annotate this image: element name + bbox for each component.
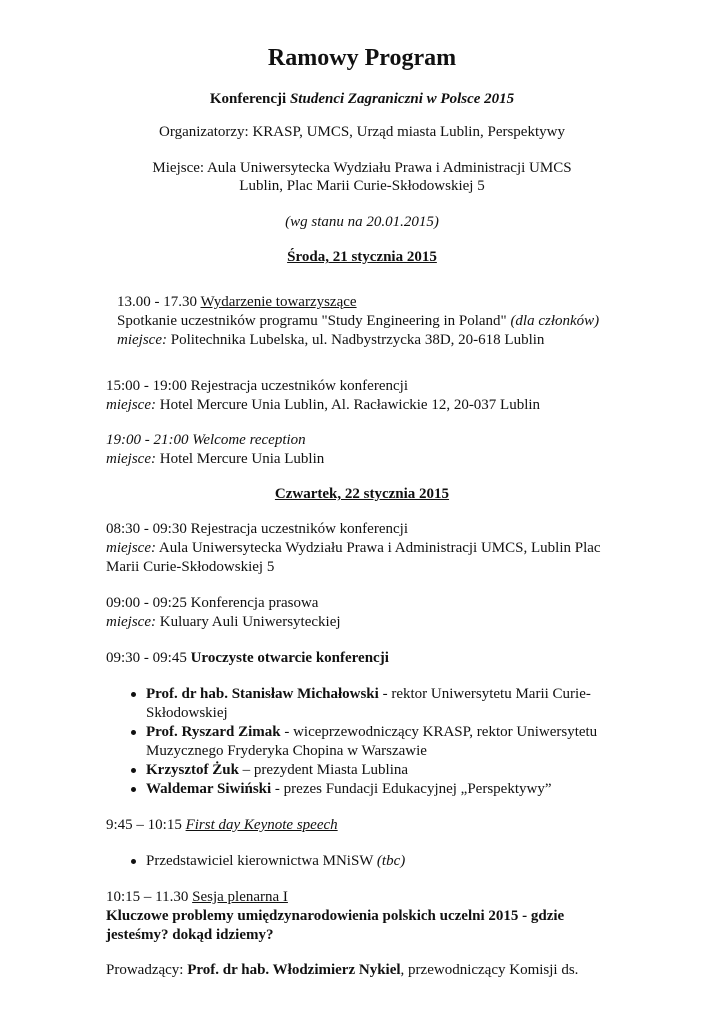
bullet-icon xyxy=(131,692,136,697)
place-value: Kuluary Auli Uniwersyteckiej xyxy=(155,614,341,630)
host-label: Prowadzący: xyxy=(106,962,188,978)
place-value: Hotel Mercure Unia Lublin, Al. Racławickie 12, 20-037 Lublin xyxy=(155,397,541,413)
day2-event5-line xyxy=(106,888,288,907)
day1-event1-desc xyxy=(117,312,599,331)
place-label: miejsce: xyxy=(117,332,167,348)
conference-prefix: Konferencji xyxy=(209,91,287,107)
event-title: Sesja plenarna I xyxy=(192,889,288,905)
day2-event3-line xyxy=(106,649,389,668)
session-host xyxy=(106,961,578,980)
speaker-role: – prezydent Miasta Lublina xyxy=(238,762,409,778)
conference-line xyxy=(0,90,724,109)
place-value: Politechnika Lubelska, ul. Nadbystrzycka 38D, 20-618 Lublin xyxy=(166,332,545,348)
speaker-note: (tbc) xyxy=(376,853,406,869)
speaker-1-role-cont: Skłodowskiej xyxy=(146,705,228,721)
place-label: miejsce: xyxy=(106,614,156,630)
day1-heading: Środa, 21 stycznia 2015 xyxy=(287,249,437,265)
speaker-4 xyxy=(146,780,552,799)
event-title: Wydarzenie towarzyszące xyxy=(200,294,357,310)
speaker-2 xyxy=(146,723,597,742)
host-name: Prof. dr hab. Włodzimierz Nykiel xyxy=(187,962,401,978)
venue-line-1: Miejsce: Aula Uniwersytecka Wydziału Prawa i Administracji UMCS xyxy=(152,160,572,176)
speaker-name: Przedstawiciel kierownictwa MNiSW xyxy=(146,853,377,869)
event-title: Uroczyste otwarcie konferencji xyxy=(190,650,389,666)
day2-event2-place xyxy=(106,613,341,632)
speaker-role: - rektor Uniwersytetu Marii Curie- xyxy=(378,686,591,702)
speaker-name: Prof. Ryszard Zimak xyxy=(146,724,281,740)
session-topic-line-2: jesteśmy? dokąd idziemy? xyxy=(106,927,274,943)
place-value: Aula Uniwersytecka Wydziału Prawa i Administracji UMCS, Lublin Plac xyxy=(155,540,601,556)
event-time: 13.00 - 17.30 xyxy=(117,294,201,310)
day2-event4-line xyxy=(106,816,338,835)
place-value: Hotel Mercure Unia Lublin xyxy=(155,451,325,467)
session-topic-line-1: Kluczowe problemy umiędzynarodowienia polskich uczelni 2015 - gdzie xyxy=(106,908,565,924)
speaker-1 xyxy=(146,685,591,704)
day1-event2-place xyxy=(106,396,540,415)
day2-event1-line: 08:30 - 09:30 Rejestracja uczestników konferencji xyxy=(106,521,408,537)
speaker-name: Waldemar Siwiński xyxy=(146,781,272,797)
speaker-3 xyxy=(146,761,408,780)
event-time: 09:30 - 09:45 xyxy=(106,650,191,666)
event-desc-note: (dla członków) xyxy=(510,313,600,329)
conference-name: Studenci Zagraniczni w Polsce 2015 xyxy=(289,91,515,107)
venue-line-2: Lublin, Plac Marii Curie-Skłodowskiej 5 xyxy=(239,178,485,194)
day1-event1-place xyxy=(117,331,544,350)
bullet-icon xyxy=(131,730,136,735)
place-label: miejsce: xyxy=(106,540,156,556)
event-desc: Spotkanie uczestników programu "Study Engineering in Poland" xyxy=(117,313,511,329)
place-label: miejsce: xyxy=(106,451,156,467)
bullet-icon xyxy=(131,787,136,792)
event-time: 9:45 – 10:15 xyxy=(106,817,186,833)
speaker-role: - prezes Fundacji Edukacyjnej „Perspektywy” xyxy=(271,781,552,797)
host-role: , przewodniczący Komisji ds. xyxy=(400,962,579,978)
speaker-name: Prof. dr hab. Stanisław Michałowski xyxy=(146,686,379,702)
speaker-2-role-cont: Muzycznego Fryderyka Chopina w Warszawie xyxy=(146,743,427,759)
place-label: miejsce: xyxy=(106,397,156,413)
bullet-icon xyxy=(131,859,136,864)
status-note: (wg stanu na 20.01.2015) xyxy=(285,214,439,230)
speaker-name: Krzysztof Żuk xyxy=(146,762,239,778)
day1-event3-place xyxy=(106,450,324,469)
day2-event1-place-cont: Marii Curie-Skłodowskiej 5 xyxy=(106,559,275,575)
day1-event2-line: 15:00 - 19:00 Rejestracja uczestników konferencji xyxy=(106,378,408,394)
day2-event1-place xyxy=(106,539,601,558)
day1-event3-line: 19:00 - 21:00 Welcome reception xyxy=(106,432,306,448)
organizers: Organizatorzy: KRASP, UMCS, Urząd miasta Lublin, Perspektywy xyxy=(159,124,565,140)
day1-event1-line xyxy=(117,293,357,312)
day2-event2-line: 09:00 - 09:25 Konferencja prasowa xyxy=(106,595,319,611)
event-title: First day Keynote speech xyxy=(185,817,338,833)
page-title: Ramowy Program xyxy=(267,45,457,71)
speaker-role: - wiceprzewodniczący KRASP, rektor Uniwersytetu xyxy=(280,724,598,740)
day2-heading: Czwartek, 22 stycznia 2015 xyxy=(274,486,450,502)
keynote-speaker xyxy=(146,852,405,871)
bullet-icon xyxy=(131,768,136,773)
event-time: 10:15 – 11.30 xyxy=(106,889,193,905)
